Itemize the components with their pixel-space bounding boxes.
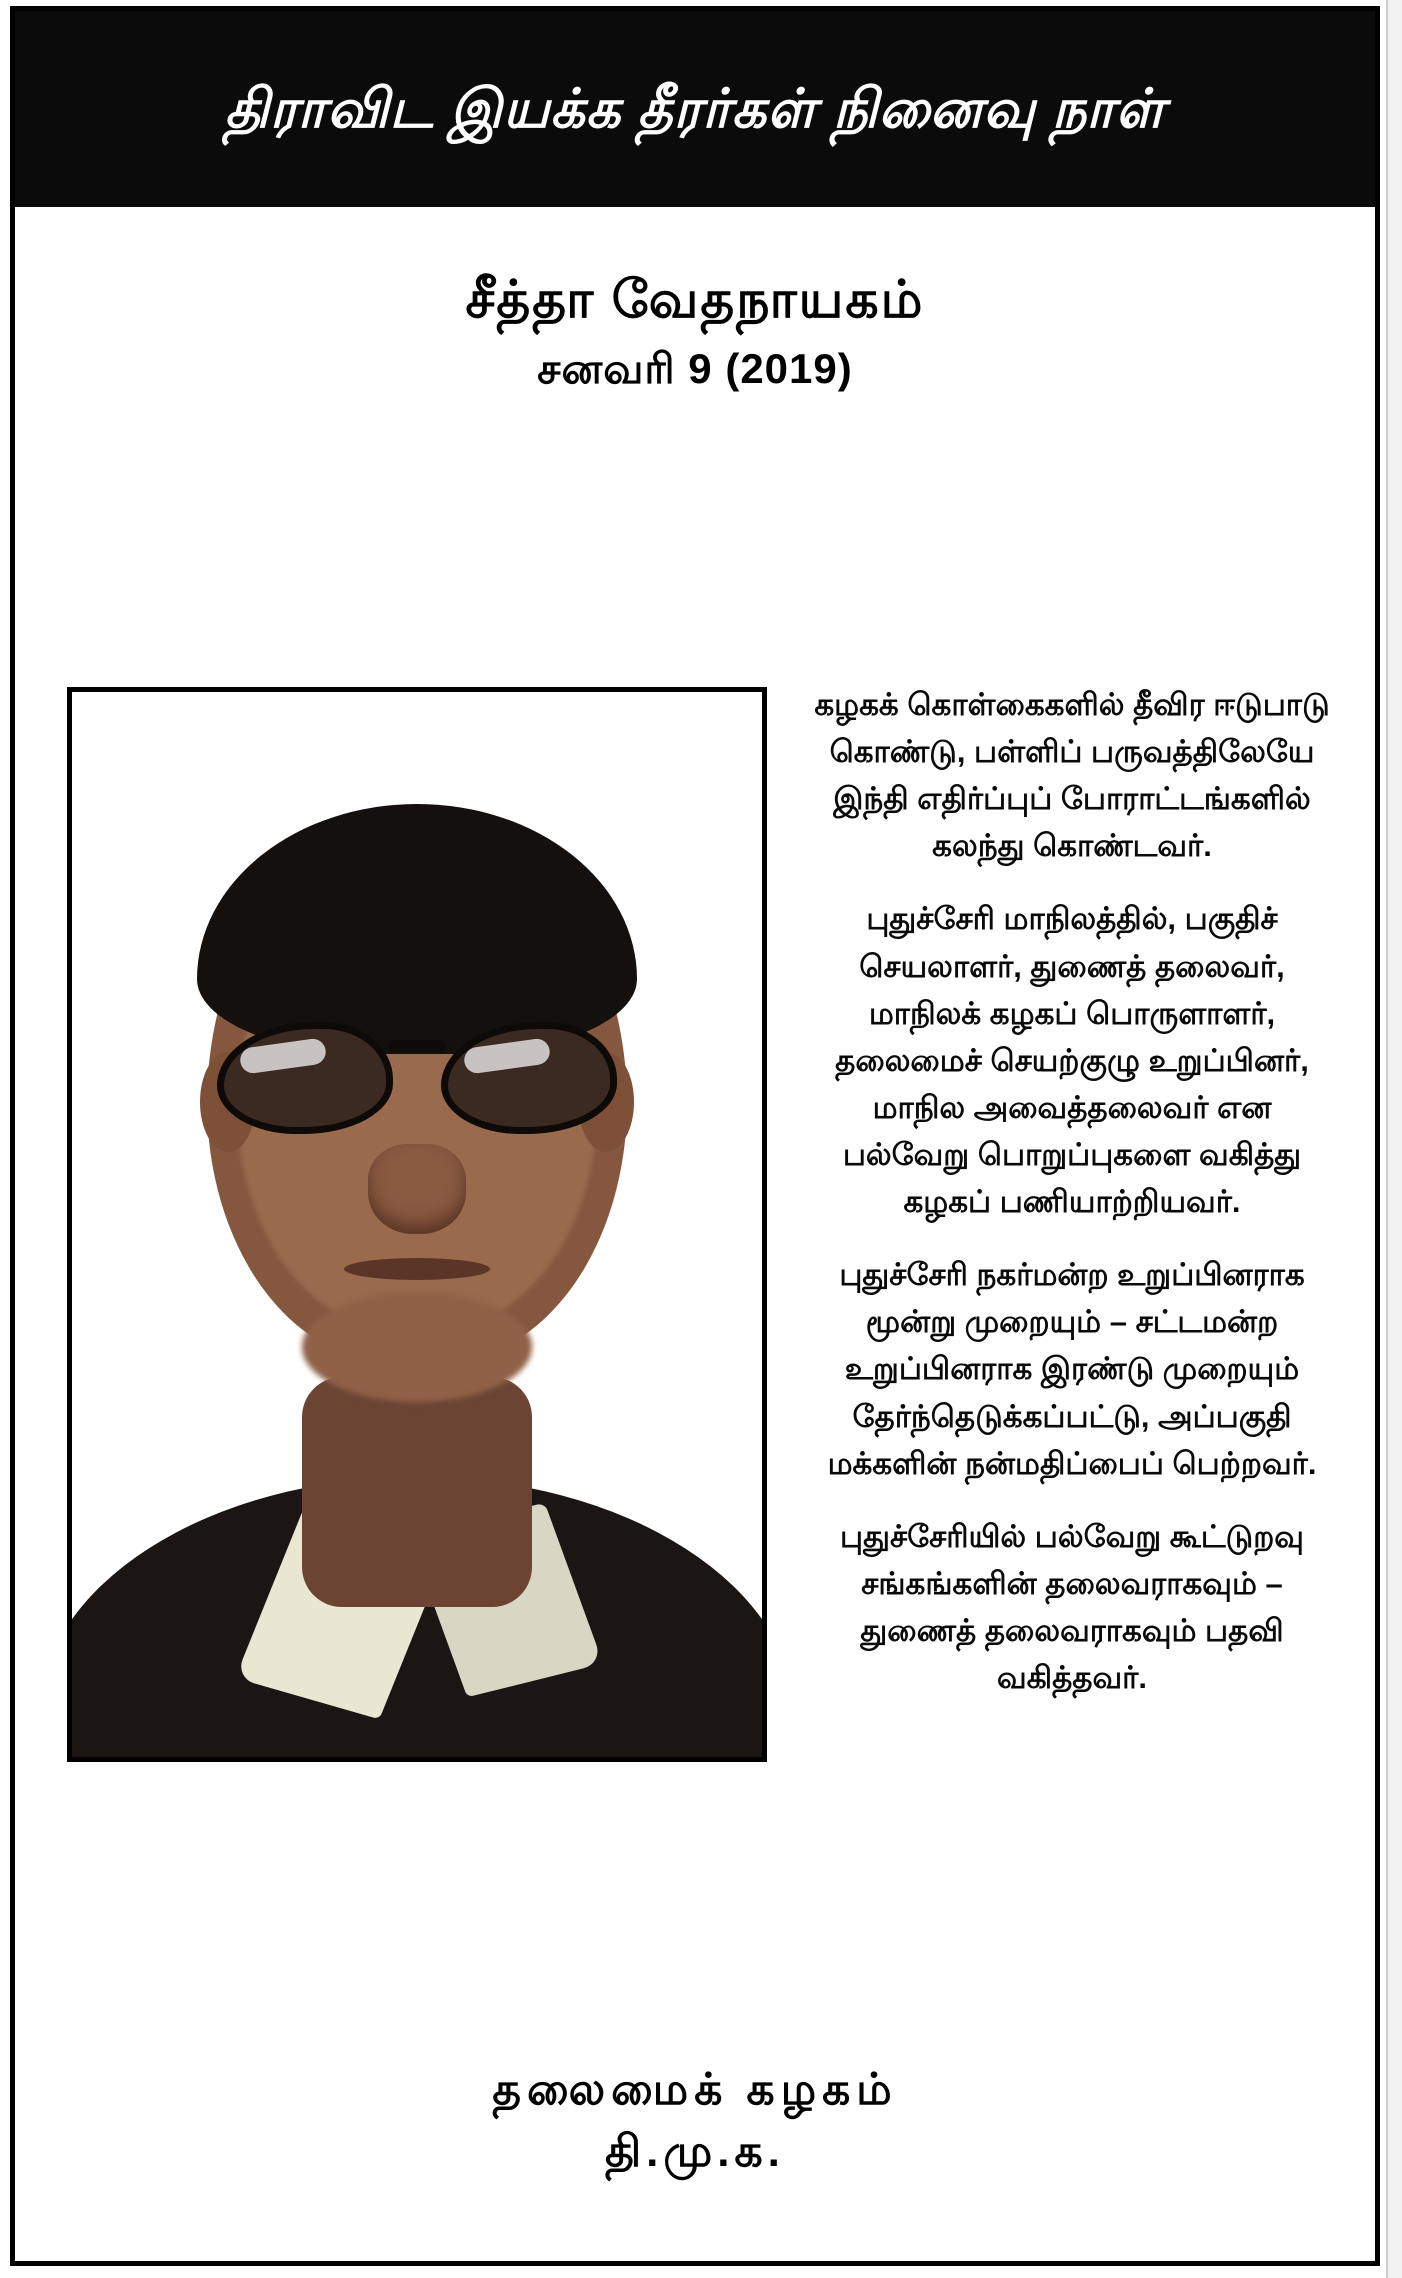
portrait-chin	[302, 1292, 532, 1402]
photo-column	[67, 667, 777, 1762]
footer-abbreviation: தி.மு.க.	[605, 2127, 785, 2176]
sunglasses-lens-left	[217, 1022, 393, 1134]
poster-footer	[15, 2060, 1375, 2183]
content-area	[15, 667, 1375, 1762]
footer-organization: தலைமைக் கழகம்	[492, 2064, 898, 2114]
sunglasses-bridge	[388, 1040, 446, 1052]
portrait-photo	[67, 687, 767, 1762]
lens-glare-right	[463, 1037, 552, 1075]
person-date: சனவரி 9 (2019)	[537, 345, 853, 393]
page-edge	[1386, 0, 1402, 2278]
portrait-illustration	[72, 692, 762, 1757]
biography-paragraph: கழகக் கொள்கைகளில் தீவிர ஈடுபாடு கொண்டு, பள்ளிப் பருவத்திலேயே இந்தி எதிர்ப்புப் போராட்டங்களில் கலந்து கொண்டவர்.	[814, 687, 1330, 864]
biography-paragraph: புதுச்சேரி மாநிலத்தில், பகுதிச் செயலாளர், துணைத் தலைவர், மாநிலக் கழகப் பொருளாளர், தலைமைச் செயற்குழு உறுப்பினர், மாநில அவைத்தலைவர் என பல்வேறு பொறுப்புகளை வகித்து கழகப் பணியாற்றியவர்.	[835, 901, 1309, 1220]
biography-column	[777, 667, 1333, 1701]
portrait-sunglasses	[217, 1022, 617, 1142]
portrait-mouth	[344, 1258, 490, 1280]
banner-title: திராவிட இயக்க தீரர்கள் நினைவு நாள்	[224, 78, 1166, 139]
name-block	[15, 269, 1375, 399]
lens-glare-left	[239, 1037, 328, 1075]
sunglasses-lens-right	[441, 1022, 617, 1134]
portrait-neck	[302, 1377, 532, 1607]
biography-paragraph: புதுச்சேரி நகர்மன்ற உறுப்பினராக மூன்று முறையும் – சட்டமன்ற உறுப்பினராக இரண்டு முறையும் தேர்ந்தெடுக்கப்பட்டு, அப்பகுதி மக்களின் நன்மதிப்பைப் பெற்றவர்.	[827, 1257, 1317, 1481]
portrait-nose	[368, 1144, 466, 1234]
poster-card	[10, 6, 1380, 2266]
portrait-hair	[197, 804, 637, 1054]
poster-body	[15, 207, 1375, 2261]
biography-paragraph: புதுச்சேரியில் பல்வேறு கூட்டுறவு சங்கங்களின் தலைவராகவும் – துணைத் தலைவராகவும் பதவி வகித்தவர்.	[840, 1518, 1304, 1696]
poster-banner	[15, 11, 1375, 207]
person-name: சீத்தா வேதநாயகம்	[465, 271, 925, 329]
